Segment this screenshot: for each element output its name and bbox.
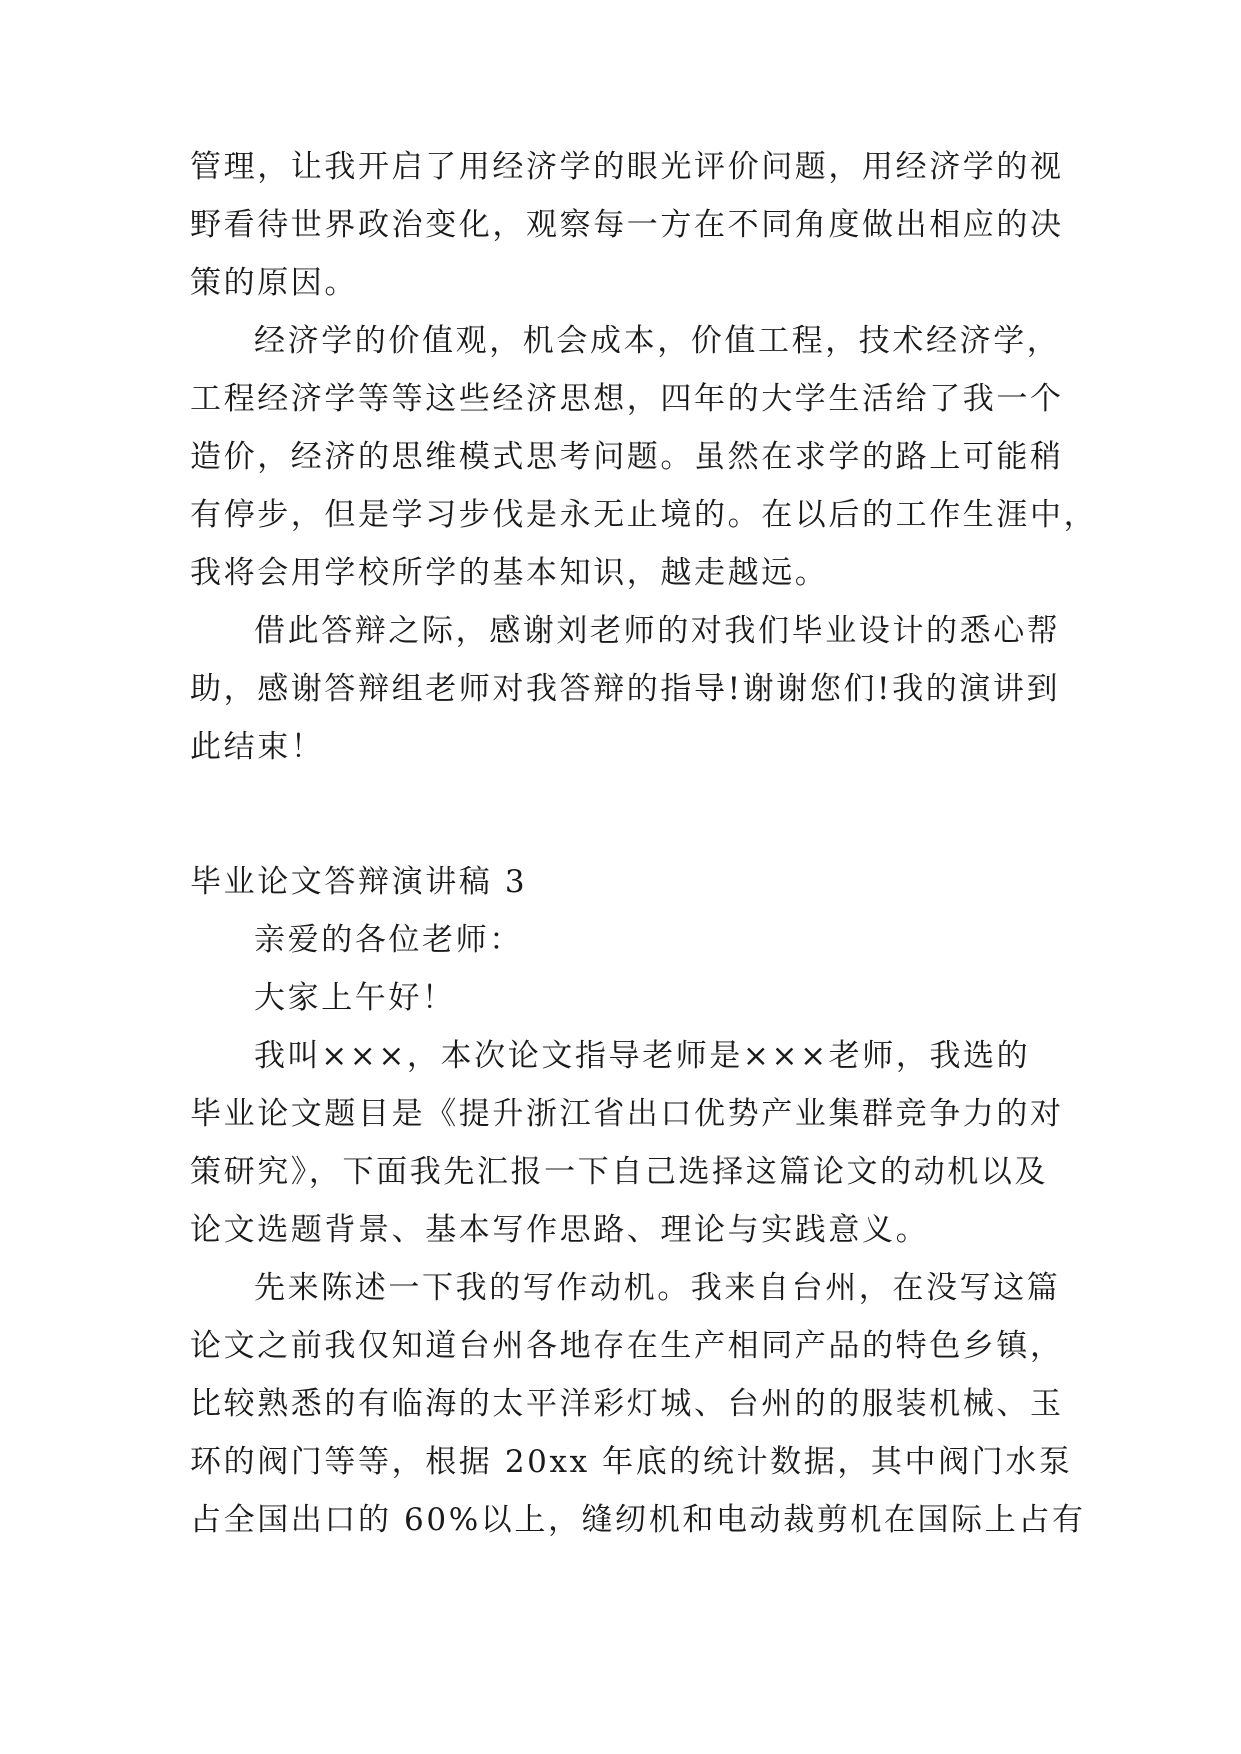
greeting: 亲爱的各位老师： xyxy=(254,922,523,958)
paragraph xyxy=(190,312,1098,602)
text-line: 经济学的价值观，机会成本，价值工程，技术经济学， xyxy=(254,323,1061,359)
text-line: 毕业论文题目是《提升浙江省出口优势产业集群竞争力的对 xyxy=(190,1096,1064,1132)
text-line: 占全国出口的 60%以上，缝纫机和电动裁剪机在国际上占有 xyxy=(190,1502,1086,1538)
text-line: 我将会用学校所学的基本知识，越走越远。 xyxy=(190,555,829,591)
text-line: 论文选题背景、基本写作思路、理论与实践意义。 xyxy=(190,1212,930,1248)
paragraph xyxy=(190,602,1061,776)
text-line: 造价，经济的思维模式思考问题。虽然在求学的路上可能稍 xyxy=(190,439,1064,475)
paragraph xyxy=(190,1259,1086,1549)
salutation: 大家上午好！ xyxy=(254,980,456,1016)
body-text-section-3 xyxy=(190,911,1086,1549)
paragraph xyxy=(190,138,1064,312)
text-line: 工程经济学等等这些经济思想，四年的大学生活给了我一个 xyxy=(190,381,1064,417)
text-line: 环的阀门等等，根据 20xx 年底的统计数据，其中阀门水泵 xyxy=(190,1444,1073,1480)
text-line: 助，感谢答辩组老师对我答辩的指导!谢谢您们!我的演讲到 xyxy=(190,671,1061,707)
paragraph xyxy=(190,1027,1064,1259)
text-line: 此结束！ xyxy=(190,729,325,765)
text-line: 我叫×××，本次论文指导老师是×××老师，我选的 xyxy=(254,1038,1031,1074)
text-line: 策研究》，下面我先汇报一下自己选择这篇论文的动机以及 xyxy=(190,1154,1049,1190)
text-line: 论文之前我仅知道台州各地存在生产相同产品的特色乡镇， xyxy=(190,1328,1064,1364)
section-title: 毕业论文答辩演讲稿 3 xyxy=(190,864,528,900)
text-line: 借此答辩之际，感谢刘老师的对我们毕业设计的悉心帮 xyxy=(254,613,1061,649)
text-line: 管理，让我开启了用经济学的眼光评价问题，用经济学的视 xyxy=(190,149,1064,185)
text-line: 野看待世界政治变化，观察每一方在不同角度做出相应的决 xyxy=(190,207,1064,243)
text-line: 比较熟悉的有临海的太平洋彩灯城、台州的的服装机械、玉 xyxy=(190,1386,1064,1422)
body-text-continued xyxy=(190,138,1098,776)
text-line: 策的原因。 xyxy=(190,265,358,301)
text-line: 先来陈述一下我的写作动机。我来自台州，在没写这篇 xyxy=(254,1270,1061,1306)
text-line: 有停步，但是学习步伐是永无止境的。在以后的工作生涯中， xyxy=(190,497,1098,533)
